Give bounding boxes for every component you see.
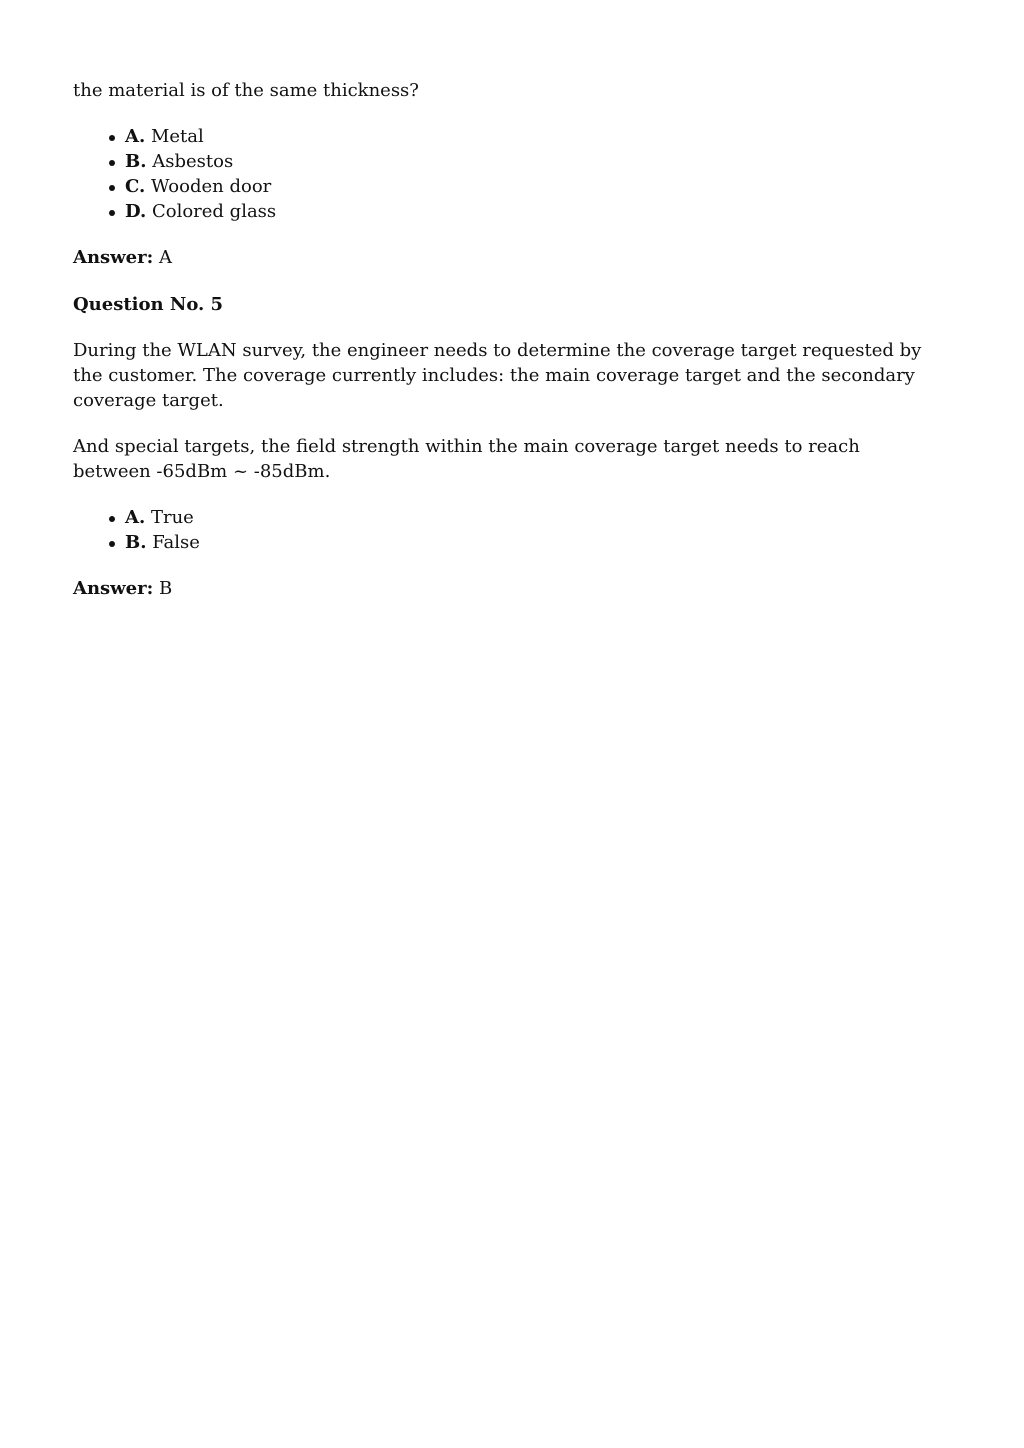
option-text: Colored glass [151, 201, 277, 222]
question-4-options [73, 124, 924, 224]
option-text: True [150, 507, 194, 528]
option-text: False [152, 532, 200, 553]
question-5-options [73, 505, 924, 555]
option-letter: A. [125, 126, 146, 147]
question-5-paragraph-2: And special targets, the field strength within the main coverage target needs to reach between -65dBm ~ -85dBm. [73, 436, 860, 482]
question-4-text: the material is of the same thickness? [73, 80, 419, 101]
question-5-answer [73, 576, 924, 601]
option-text: Metal [150, 126, 204, 147]
option-item [107, 124, 924, 149]
option-letter: C. [125, 176, 146, 197]
option-item [107, 199, 924, 224]
question-5-paragraph-1: During the WLAN survey, the engineer needs to determine the coverage target requested by the customer. The coverage currently includes: the main coverage target and the secondary coverage target. [73, 340, 922, 411]
question-4-answer [73, 245, 924, 270]
option-text: Asbestos [152, 151, 234, 172]
option-letter: B. [125, 532, 147, 553]
answer-value: B [159, 578, 173, 599]
option-item [107, 149, 924, 174]
option-item [107, 174, 924, 199]
option-item [107, 530, 924, 555]
option-letter: B. [125, 151, 147, 172]
answer-label: Answer: [73, 247, 154, 268]
document-page [0, 0, 1024, 601]
option-letter: A. [125, 507, 146, 528]
question-5-heading: Question No. 5 [73, 294, 224, 315]
option-item [107, 505, 924, 530]
answer-label: Answer: [73, 578, 154, 599]
option-letter: D. [125, 201, 147, 222]
option-text: Wooden door [151, 176, 272, 197]
answer-value: A [159, 247, 172, 268]
